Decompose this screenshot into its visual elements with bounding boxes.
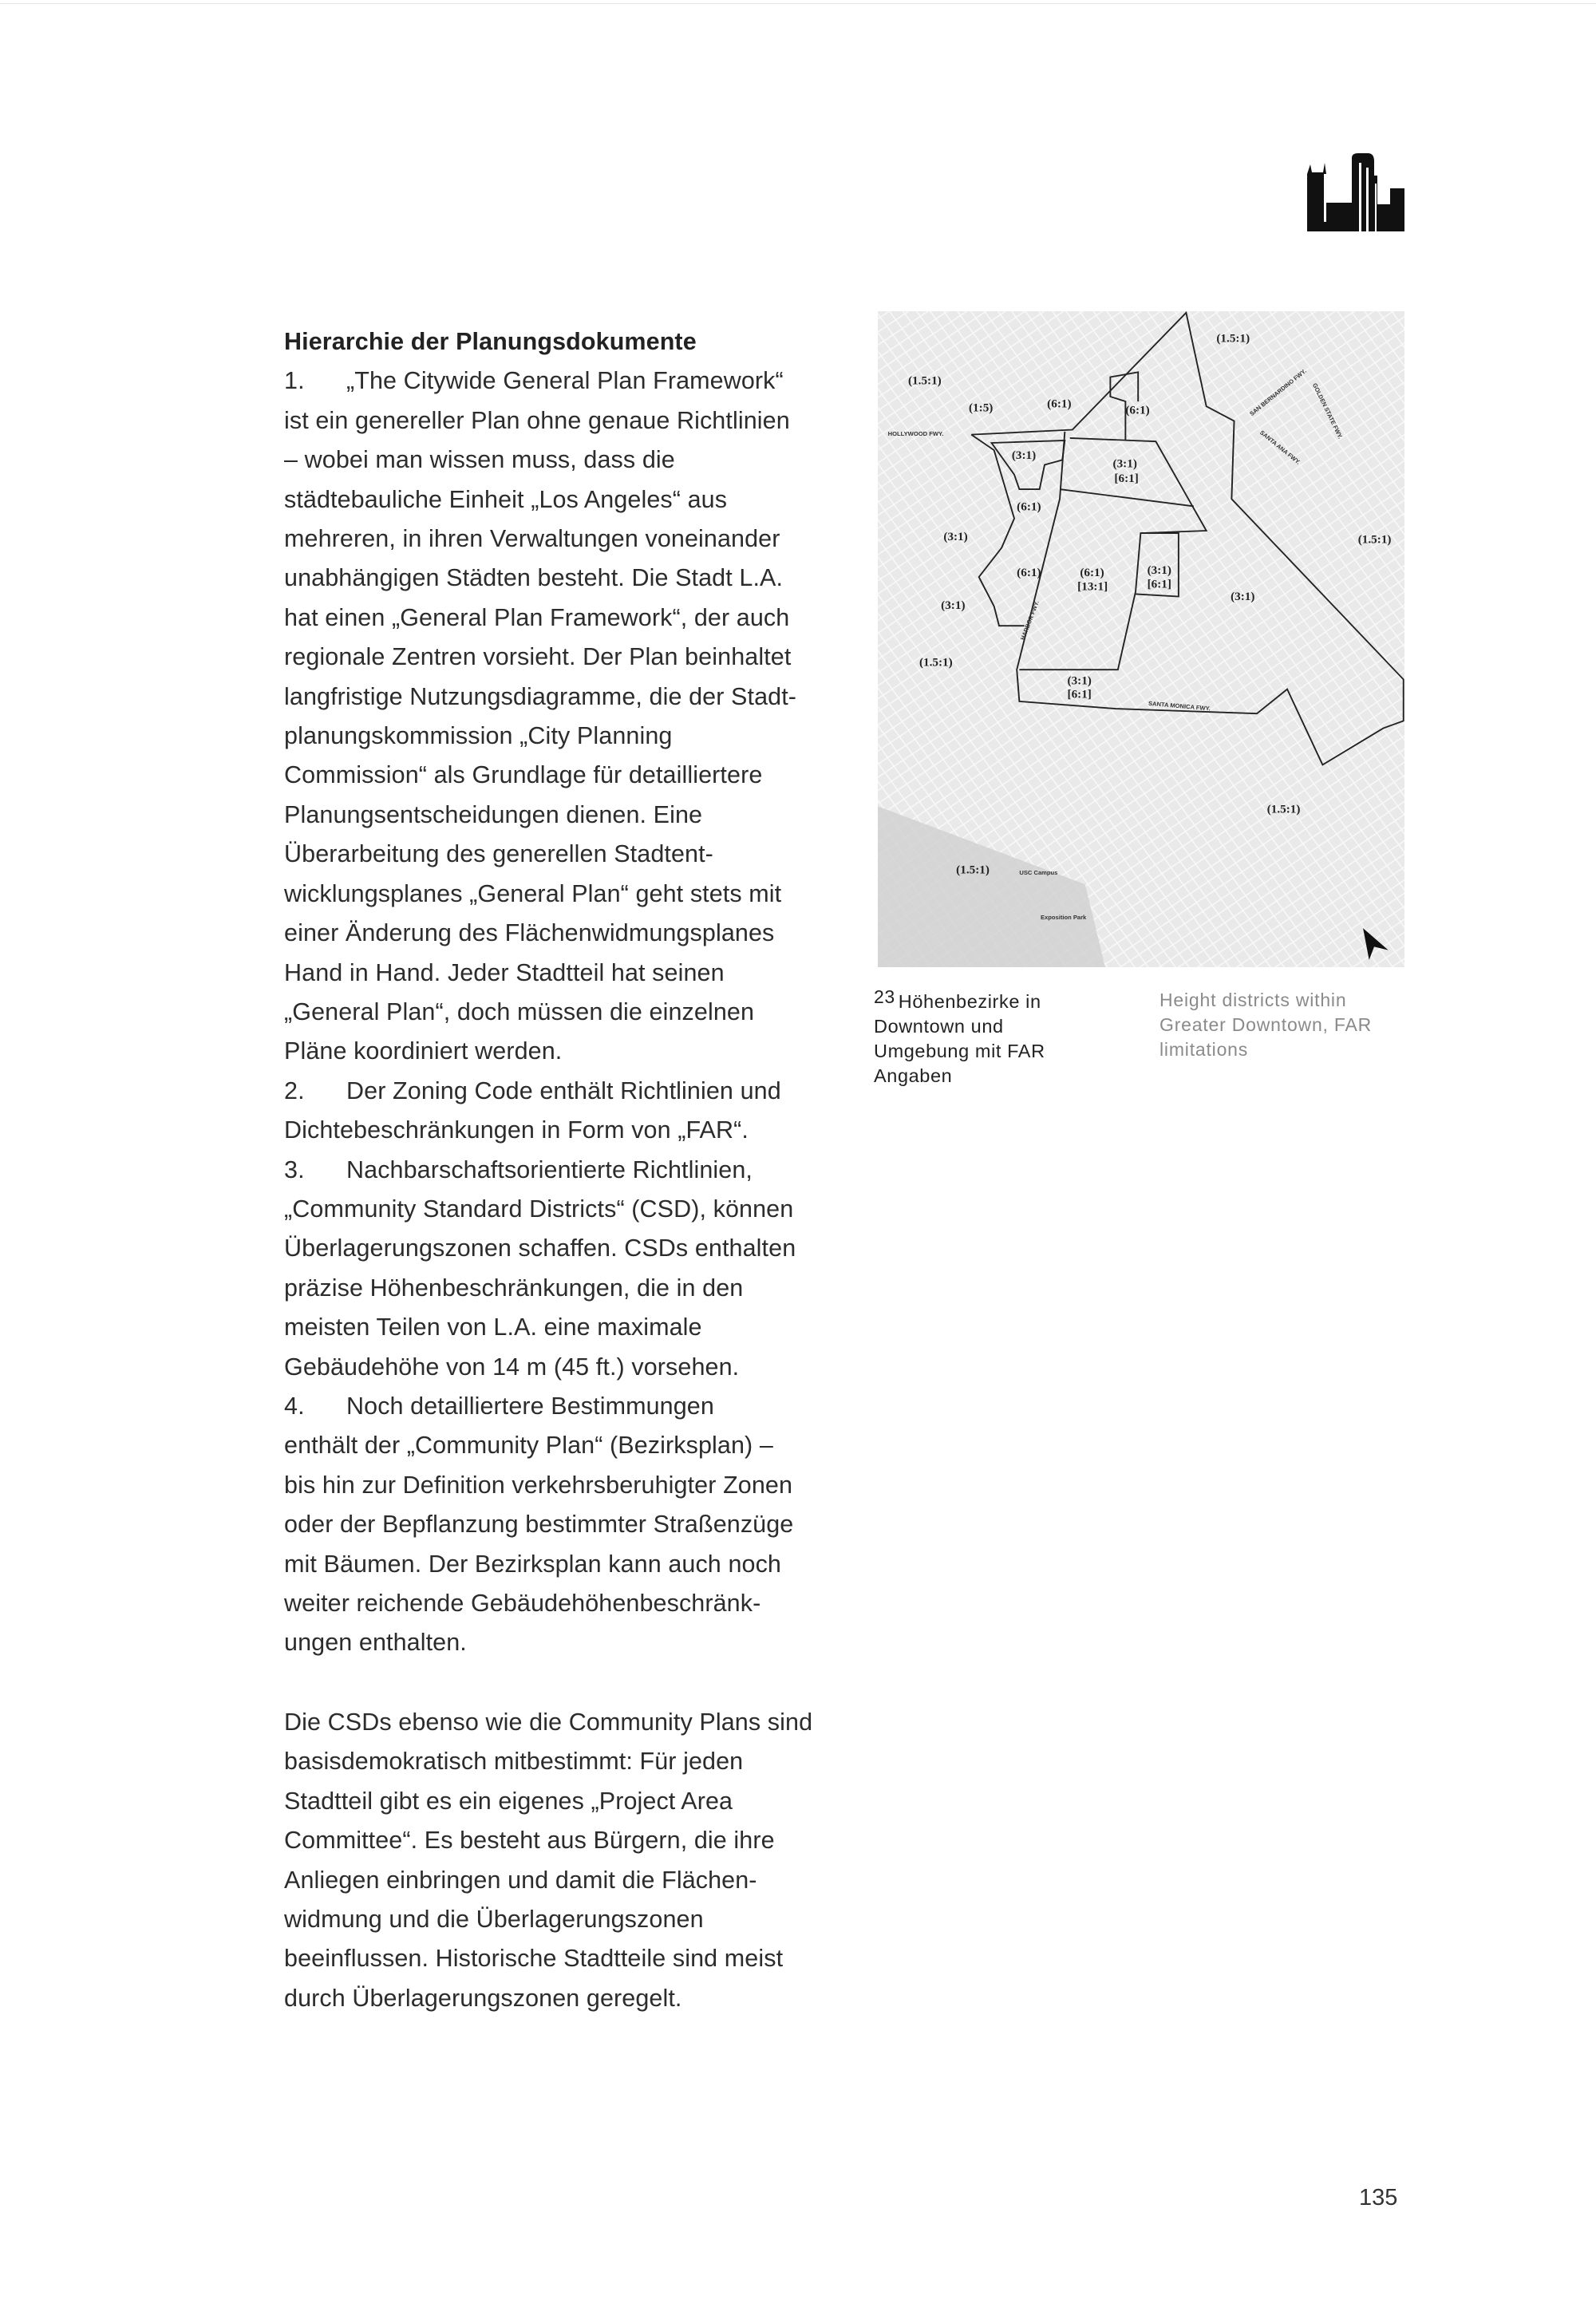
publisher-logo (1302, 152, 1411, 231)
body-line: Stadtteil gibt es ein eigenes „Project Area (284, 1787, 733, 1815)
body-line (284, 1466, 843, 1505)
body-line (284, 1269, 843, 1308)
far-label: [6:1] (1114, 472, 1139, 485)
caption-text: Höhenbezirke in (898, 991, 1041, 1012)
far-label: [6:1] (1067, 688, 1092, 701)
caption-line (874, 985, 1113, 1014)
body-line (284, 993, 843, 1032)
body-line (284, 1426, 843, 1465)
body-line (284, 717, 843, 756)
body-line (284, 678, 843, 717)
list-number: 1. (284, 367, 305, 395)
body-line: beeinflussen. Historische Stadtteile sind meist (284, 1945, 784, 1973)
body-line (284, 1623, 843, 1662)
body-line (284, 1308, 843, 1347)
list-number: 2. (284, 1077, 305, 1104)
far-label: (6:1) (1080, 567, 1104, 579)
line-text: Überlagerungszonen schaffen. CSDs enthalten (284, 1235, 796, 1262)
body-line (284, 638, 843, 677)
body-line (284, 1229, 843, 1268)
line-text: regionale Zentren vorsieht. Der Plan beinhaltet (284, 643, 792, 671)
body-line (284, 1545, 843, 1584)
line-text: Noch detailliertere Bestimmungen (346, 1392, 714, 1420)
caption-text: Downtown und (874, 1016, 1004, 1037)
line-text: oder der Bepflanzung bestimmter Straßenzüge (284, 1511, 794, 1539)
road-label: HARBOR FWY. (1018, 599, 1041, 642)
body-line (284, 441, 843, 480)
line-text: „Community Standard Districts“ (CSD), können (284, 1195, 794, 1223)
line-text: wicklungsplanes „General Plan“ geht stets mit (284, 879, 782, 907)
body-line (284, 914, 843, 953)
caption-text: Umgebung mit FAR (874, 1041, 1045, 1061)
height-districts-map (878, 311, 1404, 967)
caption-line (874, 1039, 1113, 1064)
caption-line (874, 1064, 1113, 1088)
line-text: langfristige Nutzungsdiagramme, die der Stadt- (284, 682, 797, 710)
body-line (284, 361, 843, 401)
road-label: SANTA ANA FWY. (1258, 429, 1302, 466)
caption-line: limitations (1159, 1039, 1249, 1060)
far-label: (1:5) (969, 401, 994, 415)
body-line (284, 1190, 843, 1229)
far-label: (3:1) (1231, 591, 1255, 603)
body-line (284, 1348, 843, 1387)
far-label: [13:1] (1077, 580, 1108, 594)
line-text: Nachbarschaftsorientierte Richtlinien, (346, 1156, 753, 1183)
far-label: (6:1) (1047, 397, 1072, 411)
far-label: (1.5:1) (918, 656, 953, 670)
line-text: mit Bäumen. Der Bezirksplan kann auch noch (284, 1550, 781, 1578)
page-number: 135 (1359, 2185, 1398, 2210)
body-line (284, 796, 843, 835)
planning-hierarchy-section (284, 322, 843, 1663)
far-label: (6:1) (1125, 404, 1150, 417)
far-label: (3:1) (941, 599, 966, 612)
far-label: (1.5:1) (1266, 803, 1301, 816)
caption-text: Angaben (874, 1065, 953, 1086)
caption-line: Greater Downtown, FAR (1159, 1014, 1373, 1035)
line-text: städtebauliche Einheit „Los Angeles“ aus (284, 485, 728, 513)
body-line: basisdemokratisch mitbestimmt: Für jeden (284, 1748, 744, 1776)
body-line (284, 1151, 843, 1190)
section-heading: Hierarchie der Planungsdokumente (284, 328, 697, 355)
figure-number: 23 (874, 986, 895, 1007)
far-label: (3:1) (943, 531, 968, 544)
body-line (284, 401, 843, 441)
far-label: (6:1) (1017, 567, 1041, 579)
road-label: GOLDEN STATE FWY. (1310, 381, 1345, 441)
far-label: [6:1] (1147, 578, 1171, 591)
line-text: – wobei man wissen muss, dass die (284, 446, 675, 474)
body-line: Committee“. Es besteht aus Bürgern, die ihre (284, 1827, 775, 1855)
far-label: (3:1) (1112, 457, 1137, 471)
body-line (284, 520, 843, 559)
line-text: Dichtebeschränkungen in Form von „FAR“. (284, 1116, 749, 1144)
line-text: bis hin zur Definition verkehrsberuhigter Zonen (284, 1471, 793, 1499)
line-text: Planungsentscheidungen dienen. Eine (284, 800, 703, 828)
body-line (284, 835, 843, 874)
far-label: (3:1) (1147, 564, 1171, 577)
page-top-rule (0, 3, 1596, 4)
line-text: einer Änderung des Flächenwidmungsplanes (284, 919, 775, 947)
caption-line (874, 1014, 1113, 1039)
body-line (284, 1505, 843, 1544)
line-text: Commission“ als Grundlage für detailliertere (284, 761, 763, 789)
road-label: SAN BERNARDINO FWY. (1248, 367, 1308, 417)
line-text: Pläne koordiniert werden. (284, 1037, 563, 1065)
body-line (284, 875, 843, 914)
body-line (284, 1387, 843, 1426)
body-line (284, 1072, 843, 1111)
line-text: unabhängigen Städten besteht. Die Stadt L.A. (284, 564, 784, 592)
far-label: (1.5:1) (908, 374, 942, 388)
body-line (284, 1111, 843, 1150)
body-line: Anliegen einbringen und damit die Flächen- (284, 1866, 757, 1894)
caption-line: Height districts within (1159, 990, 1347, 1010)
far-label: (1.5:1) (1216, 332, 1250, 346)
body-line (284, 480, 843, 520)
csd-paragraph (284, 1703, 843, 2018)
line-text: Überarbeitung des generellen Stadtent- (284, 840, 713, 868)
road-label: USC Campus (1019, 869, 1058, 876)
far-label: (1.5:1) (956, 863, 990, 877)
line-text: weiter reichende Gebäudehöhenbeschränk- (284, 1590, 761, 1617)
body-line (284, 756, 843, 795)
line-text: Hand in Hand. Jeder Stadtteil hat seinen (284, 958, 725, 986)
far-label: (1.5:1) (1357, 533, 1392, 547)
line-text: ungen enthalten. (284, 1629, 467, 1657)
body-line: Die CSDs ebenso wie die Community Plans sind (284, 1709, 813, 1736)
list-number: 3. (284, 1156, 305, 1183)
line-text: „The Citywide General Plan Framework“ (346, 367, 784, 395)
figure-caption-german (874, 985, 1113, 1088)
body-line (284, 954, 843, 993)
body-line (284, 1584, 843, 1623)
road-label: SANTA MONICA FWY. (1148, 699, 1211, 713)
far-label: (3:1) (1011, 449, 1037, 463)
line-text: meisten Teilen von L.A. eine maximale (284, 1314, 702, 1341)
body-line (284, 599, 843, 638)
body-line (284, 1032, 843, 1071)
line-text: Der Zoning Code enthält Richtlinien und (346, 1077, 781, 1104)
road-label: HOLLYWOOD FWY. (887, 429, 944, 437)
body-line (284, 559, 843, 598)
line-text: ist ein genereller Plan ohne genaue Richtlinien (284, 406, 790, 434)
list-number: 4. (284, 1392, 305, 1420)
road-label: Exposition Park (1040, 914, 1087, 922)
line-text: präzise Höhenbeschränkungen, die in den (284, 1274, 744, 1302)
far-label: (3:1) (1067, 674, 1092, 688)
body-line: widmung und die Überlagerungszonen (284, 1906, 704, 1934)
line-text: mehreren, in ihren Verwaltungen voneinander (284, 525, 780, 553)
line-text: enthält der „Community Plan“ (Bezirksplan) – (284, 1432, 773, 1460)
body-line: durch Überlagerungszonen geregelt. (284, 1984, 682, 2012)
line-text: hat einen „General Plan Framework“, der auch (284, 603, 790, 631)
line-text: Gebäudehöhe von 14 m (45 ft.) vorsehen. (284, 1353, 740, 1381)
far-label: (6:1) (1017, 500, 1041, 514)
figure-caption-english (1159, 988, 1423, 1062)
line-text: „General Plan“, doch müssen die einzelnen (284, 998, 755, 1025)
line-text: planungskommission „City Planning (284, 722, 673, 750)
